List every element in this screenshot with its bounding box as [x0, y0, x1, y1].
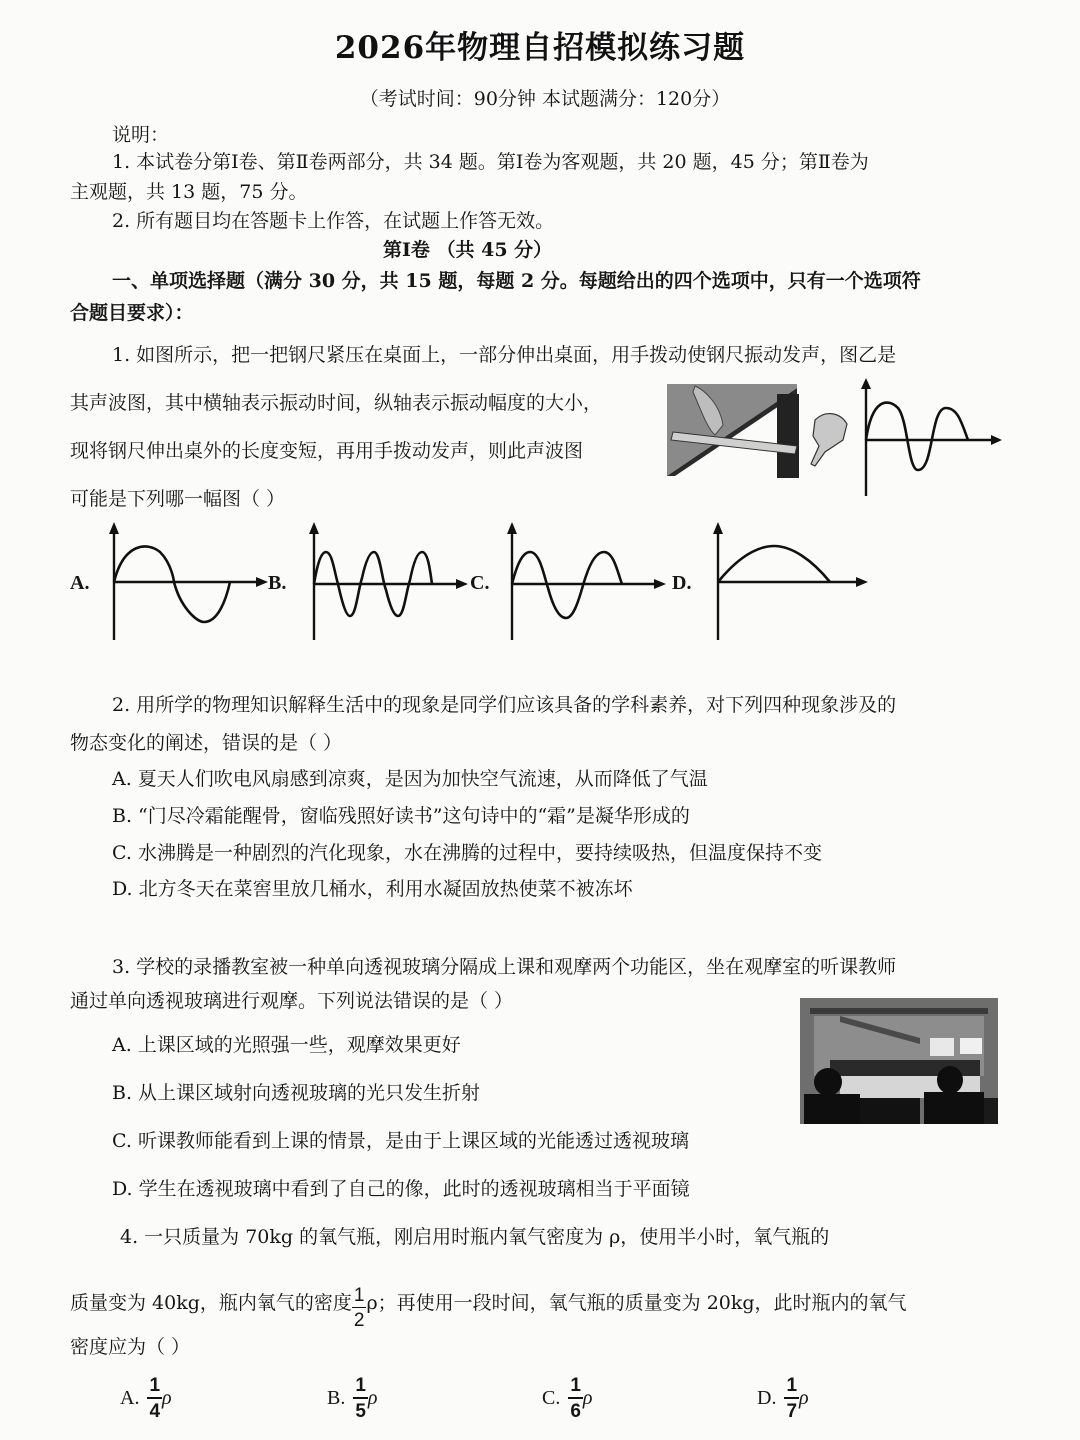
ruler-table-figure [665, 380, 855, 480]
question-3-line-2: 通过单向透视玻璃进行观摩。下列说法错误的是（ ） [70, 990, 514, 1012]
q2-option-b[interactable]: B. “门尽冷霜能醒骨，窗临残照好读书”这句诗中的“霜”是凝华形成的 [112, 805, 690, 827]
classroom-photo [800, 998, 998, 1124]
notes-heading: 说明： [112, 124, 170, 146]
notes-item-1: 1. 本试卷分第Ⅰ卷、第Ⅱ卷两部分，共 34 题。第Ⅰ卷为客观题，共 20 题，45 分；第Ⅱ卷为 [112, 151, 869, 173]
question-4-line-1: 4. 一只质量为 70kg 的氧气瓶，刚启用时瓶内氧气密度为 ρ，使用半小时，氧气瓶的 [120, 1226, 830, 1248]
q1-option-a-waveform[interactable] [100, 520, 280, 642]
q4-option-a[interactable]: A. $\frac{1}{4}$ ρ [120, 1375, 172, 1422]
page-title: 2026年物理自招模拟练习题 [334, 30, 746, 66]
notes-item-2: 2. 所有题目均在答题卡上作答，在试题上作答无效。 [112, 210, 555, 232]
question-4-line-2-b: ρ；再使用一段时间，氧气瓶的质量变为 20kg，此时瓶内的氧气 [366, 1291, 907, 1314]
q1-option-a-label[interactable]: A. [70, 572, 90, 594]
q2-option-d[interactable]: D. 北方冬天在菜窖里放几桶水，利用水凝固放热使菜不被冻坏 [112, 878, 633, 900]
q4-option-d[interactable]: D. $\frac{1}{7}$ ρ [757, 1375, 809, 1422]
q3-option-a[interactable]: A. 上课区域的光照强一些，观摩效果更好 [112, 1034, 461, 1056]
question-1-line-1: 1. 如图所示，把一把钢尺紧压在桌面上，一部分伸出桌面，用手拨动使钢尺振动发声，图乙是 [112, 344, 897, 366]
question-2-line-2: 物态变化的阐述，错误的是（ ） [70, 732, 343, 754]
section-title: 第Ⅰ卷 （共 45 分） [383, 239, 553, 261]
fraction: $\frac{1}{5}$ [355, 1375, 366, 1422]
notes-item-1-cont: 主观题，共 13 题，75 分。 [70, 181, 308, 203]
q3-option-d[interactable]: D. 学生在透视玻璃中看到了自己的像，此时的透视玻璃相当于平面镜 [112, 1178, 690, 1200]
question-4-line-3: 密度应为（ ） [70, 1336, 191, 1358]
question-4-line-2 [70, 1272, 907, 1330]
q3-option-c[interactable]: C. 听课教师能看到上课的情景，是由于上课区域的光能透过透视玻璃 [112, 1130, 689, 1152]
fraction: $\frac{1}{6}$ [570, 1375, 581, 1422]
q3-option-b[interactable]: B. 从上课区域射向透视玻璃的光只发生折射 [112, 1082, 481, 1104]
q4-option-c[interactable]: C. $\frac{1}{6}$ ρ [542, 1375, 593, 1422]
q2-option-c[interactable]: C. 水沸腾是一种剧烈的汽化现象，水在沸腾的过程中，要持续吸热，但温度保持不变 [112, 842, 822, 864]
part-1-instructions: 一、单项选择题（满分 30 分，共 15 题，每题 2 分。每题给出的四个选项中，只有一个选项符 [112, 270, 921, 292]
question-1-line-4: 可能是下列哪一幅图（ ） [70, 488, 286, 510]
question-4-line-2-a: 质量变为 40kg，瓶内氧气的密度 [70, 1291, 352, 1314]
question-1-line-2: 其声波图，其中横轴表示振动时间，纵轴表示振动幅度的大小， [70, 392, 603, 414]
q1-option-b-waveform[interactable] [300, 520, 480, 642]
q2-option-a[interactable]: A. 夏天人们吹电风扇感到凉爽，是因为加快空气流速，从而降低了气温 [112, 768, 708, 790]
q1-option-b-label[interactable]: B. [268, 572, 287, 594]
fraction: $\frac{1}{7}$ [786, 1375, 798, 1422]
q1-option-c-label[interactable]: C. [470, 572, 490, 594]
part-1-instructions-cont: 合题目要求）： [70, 302, 194, 324]
q1-option-d-label[interactable]: D. [672, 572, 692, 594]
exam-info: （考试时间：90分钟 本试题满分：120分） [359, 88, 731, 110]
q1-option-c-waveform[interactable] [498, 520, 678, 642]
question-3-line-1: 3. 学校的录播教室被一种单向透视玻璃分隔成上课和观摩两个功能区，坐在观摩室的听课教师 [112, 956, 897, 978]
question-2-line-1: 2. 用所学的物理知识解释生活中的现象是同学们应该具备的学科素养，对下列四种现象涉及的 [112, 694, 897, 716]
half-fraction: $\frac{1}{2}$ [353, 1285, 365, 1331]
reference-waveform [850, 378, 1010, 498]
q1-option-d-waveform[interactable] [704, 520, 884, 642]
fraction: $\frac{1}{4}$ [149, 1375, 161, 1422]
q4-option-b[interactable]: B. $\frac{1}{5}$ ρ [327, 1375, 378, 1422]
question-1-line-3: 现将钢尺伸出桌外的长度变短，再用手拨动发声，则此声波图 [70, 440, 584, 462]
